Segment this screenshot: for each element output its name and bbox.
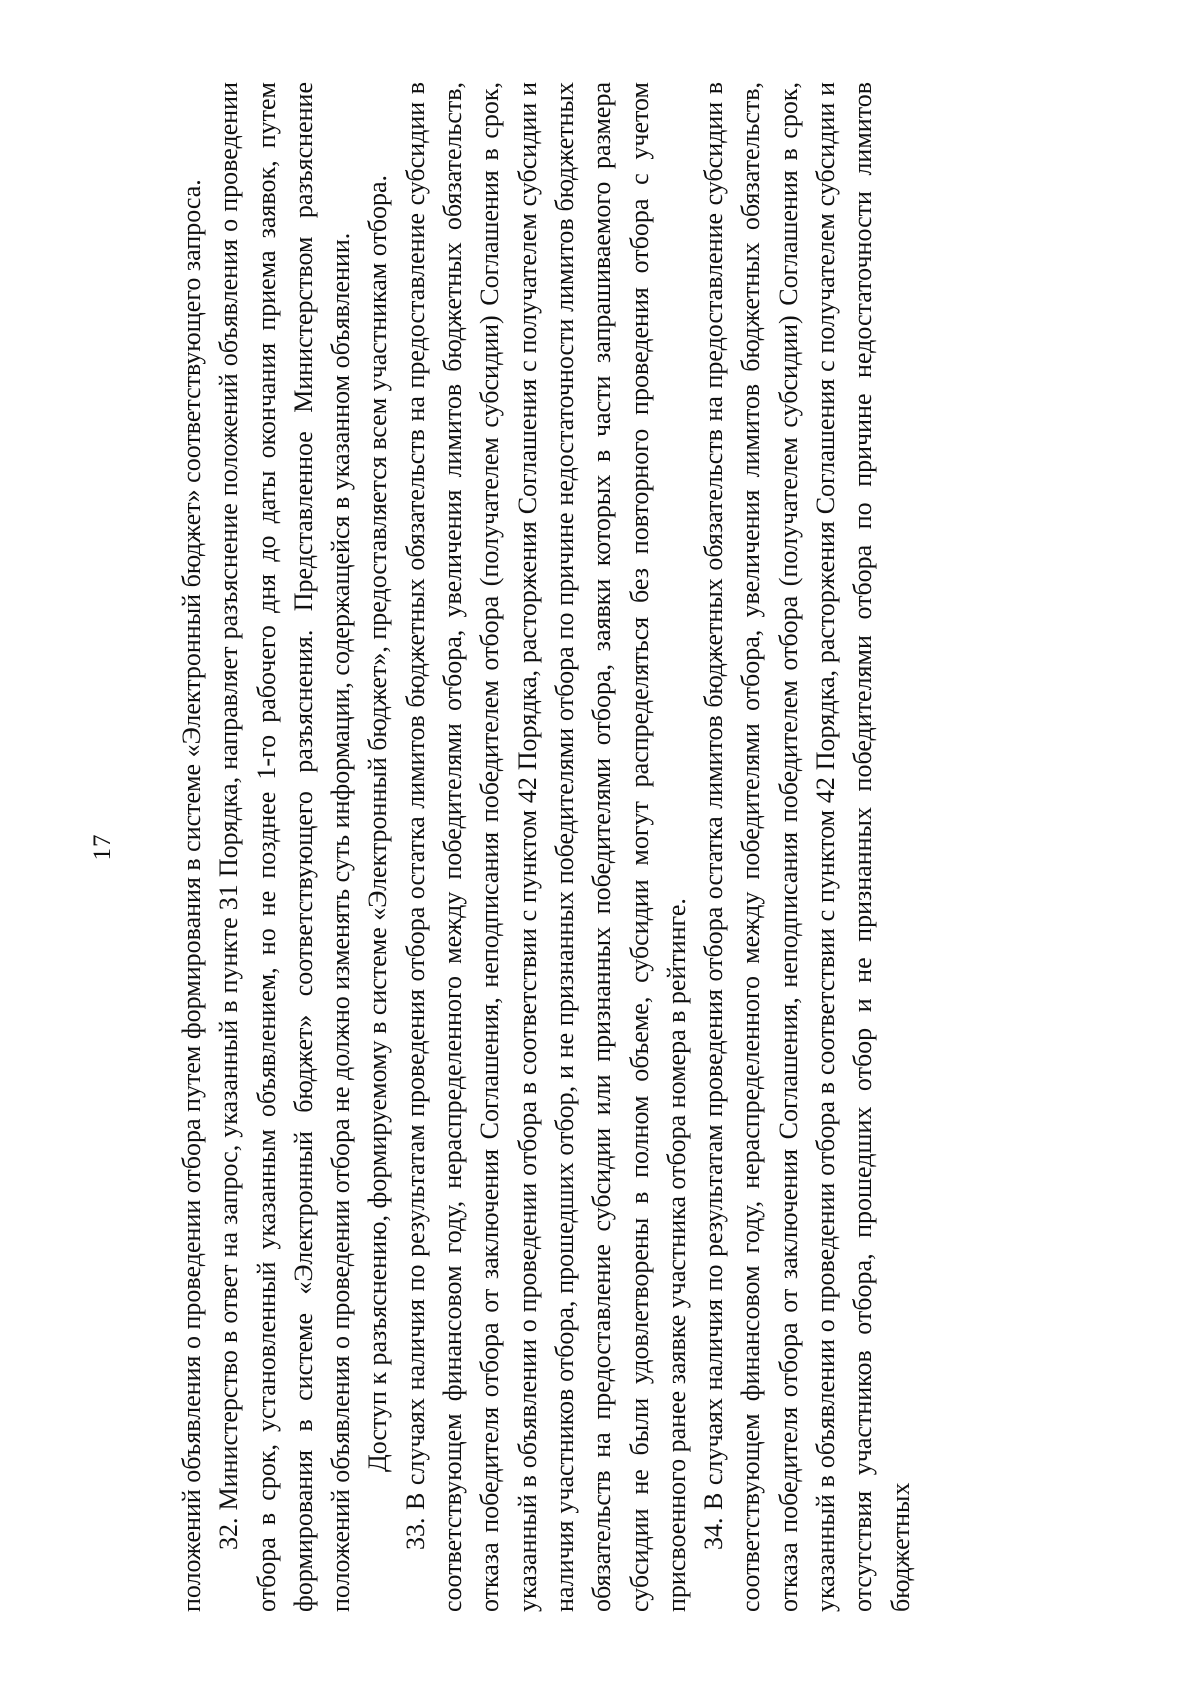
rotated-page (89, 82, 1095, 1612)
paragraph-34: 34. В случаях наличия по результатам проведения отбора остатка лимитов бюджетных обязательств на предоставление субсидии в соответствующем финансовом году, нераспределенного между победителями отбора, увеличения лимитов бюджетных обязательств, отказа победителя отбора от заключения Соглашения, неподписания победителем отбора (получателем субсидии) Соглашения в срок, указанный в объявлении о проведении отбора в соответствии с пунктом 42 Порядка, расторжения Соглашения с получателем субсидии и отсутствия участников отбора, прошедших отбор и не признанных победителями отбора по причине недостаточности лимитов бюджетных (699, 82, 915, 1612)
page-number: 17 (89, 833, 116, 861)
document-body (173, 82, 919, 1612)
paragraph-continuation: положений объявления о проведении отбора путем формирования в системе «Электронный бюджет» соответствующего запроса. (177, 179, 206, 1612)
paragraph-33: 33. В случаях наличия по результатам проведения отбора остатка лимитов бюджетных обязательств на предоставление субсидии в соответствующем финансовом году, нераспределенного между победителями отбора, увеличения лимитов бюджетных обязательств, отказа победителя отбора от заключения Соглашения, неподписания победителем отбора (получателем субсидии) Соглашения в срок, указанный в объявлении о проведении отбора в соответствии с пунктом 42 Порядка, расторжения Соглашения с получателем субсидии и наличия участников отбора, прошедших отбор, и не признанных победителями отбора по причине недостаточности лимитов бюджетных обязательств на предоставление субсидии или признанных победителями отбора, заявки которых в части запрашиваемого размера субсидии не были удовлетворены в полном объеме, субсидии могут распределяться без повторного проведения отбора с учетом присвоенного ранее заявке участника отбора номера в рейтинге. (400, 82, 691, 1612)
paragraph-32: 32. Министерство в ответ на запрос, указанный в пункте 31 Порядка, направляет разъяснение положений объявления о проведении отбора в срок, установленный указанным объявлением, но не позднее 1-го рабочего дня до даты окончания приема заявок, путем формирования в системе «Электронный бюджет» соответствующего разъяснения. Представленное Министерством разъяснение положений объявления о проведении отбора не должно изменять суть информации, содержащейся в указанном объявлении. (214, 82, 356, 1612)
paragraph-access: Доступ к разъяснению, формируемому в системе «Электронный бюджет», предоставляется всем участникам отбора. (363, 174, 393, 1472)
